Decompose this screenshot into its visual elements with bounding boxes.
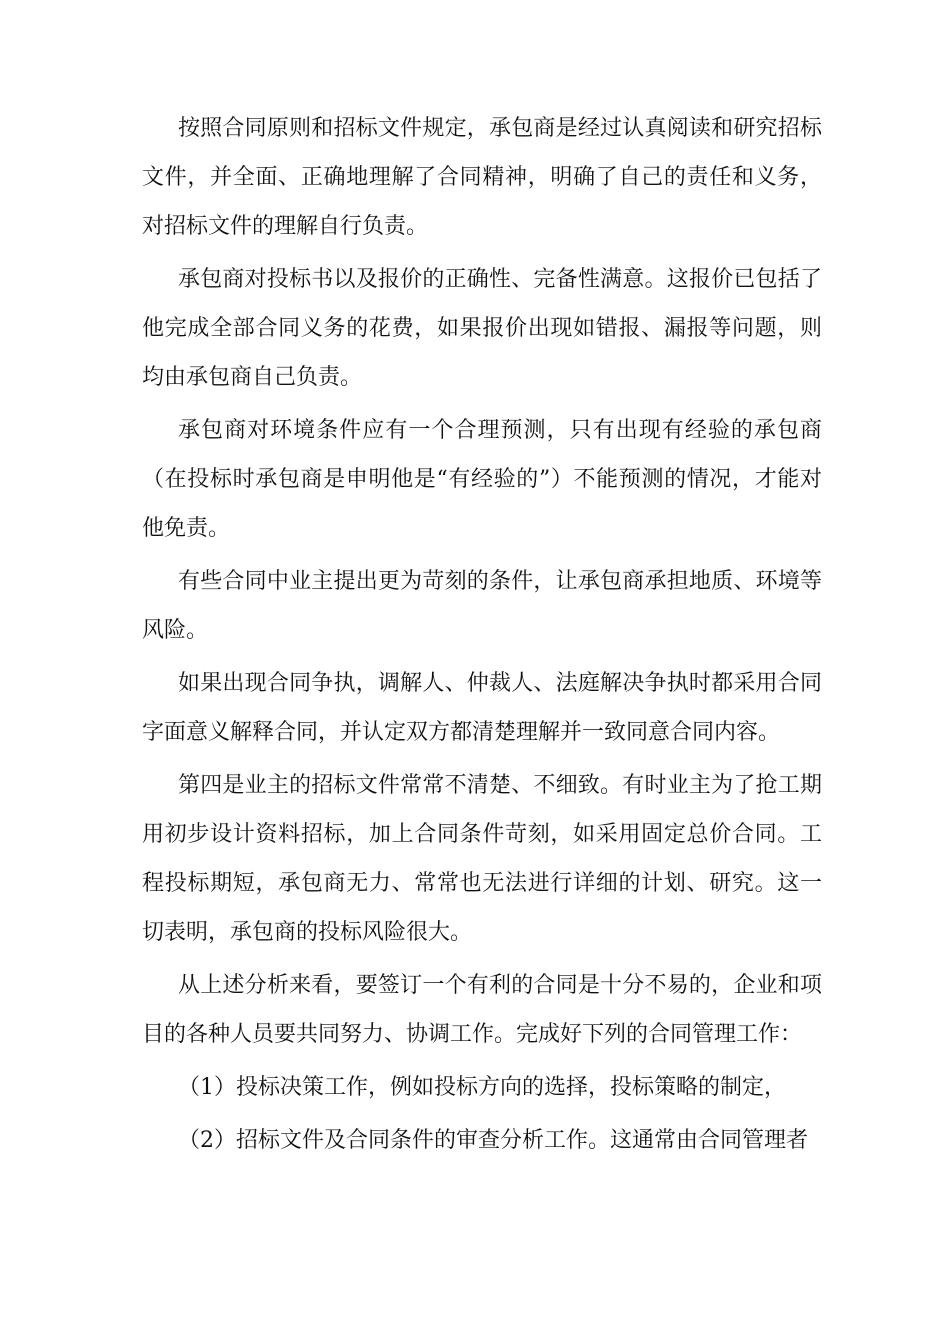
- paragraph-5: 如果出现合同争执，调解人、仲裁人、法庭解决争执时都采用合同字面意义解释合同，并认定双方都清楚理解并一致同意合同内容。: [142, 671, 822, 745]
- list-item-2: （2）招标文件及合同条件的审查分析工作。这通常由合同管理者: [178, 1128, 808, 1153]
- paragraph-4: 有些合同中业主提出更为苛刻的条件，让承包商承担地质、环境等风险。: [142, 569, 822, 643]
- paragraph-1: 按照合同原则和招标文件规定，承包商是经过认真阅读和研究招标文件，并全面、正确地理解了合同精神，明确了自己的责任和义务， 对招标文件的理解自行负责。: [142, 116, 822, 239]
- paragraph-6: 第四是业主的招标文件常常不清楚、不细致。有时业主为了抢工期用初步设计资料招标，加上合同条件苛刻，如采用固定总价合同。工程投标期短，承包商无力、常常也无法进行详细的计划、研究。这一切表明，承包商的投标风险很大。: [142, 773, 822, 945]
- document-body: [142, 104, 822, 1169]
- paragraph-2: 承包商对投标书以及报价的正确性、完备性满意。这报价已包括了他完成全部合同义务的花费，如果报价出现如错报、漏报等问题，则均由承包商自己负责。: [142, 267, 822, 390]
- paragraph-3: 承包商对环境条件应有一个合理预测，只有出现有经验的承包商（在投标时承包商是申明他是“有经验的”）不能预测的情况，才能对他免责。: [142, 418, 822, 541]
- list-item-1: （1）投标决策工作，例如投标方向的选择，投标策略的制定，: [178, 1075, 786, 1100]
- paragraph-7: 从上述分析来看，要签订一个有利的合同是十分不易的，企业和项目的各种人员要共同努力、协调工作。完成好下列的合同管理工作：: [142, 973, 822, 1047]
